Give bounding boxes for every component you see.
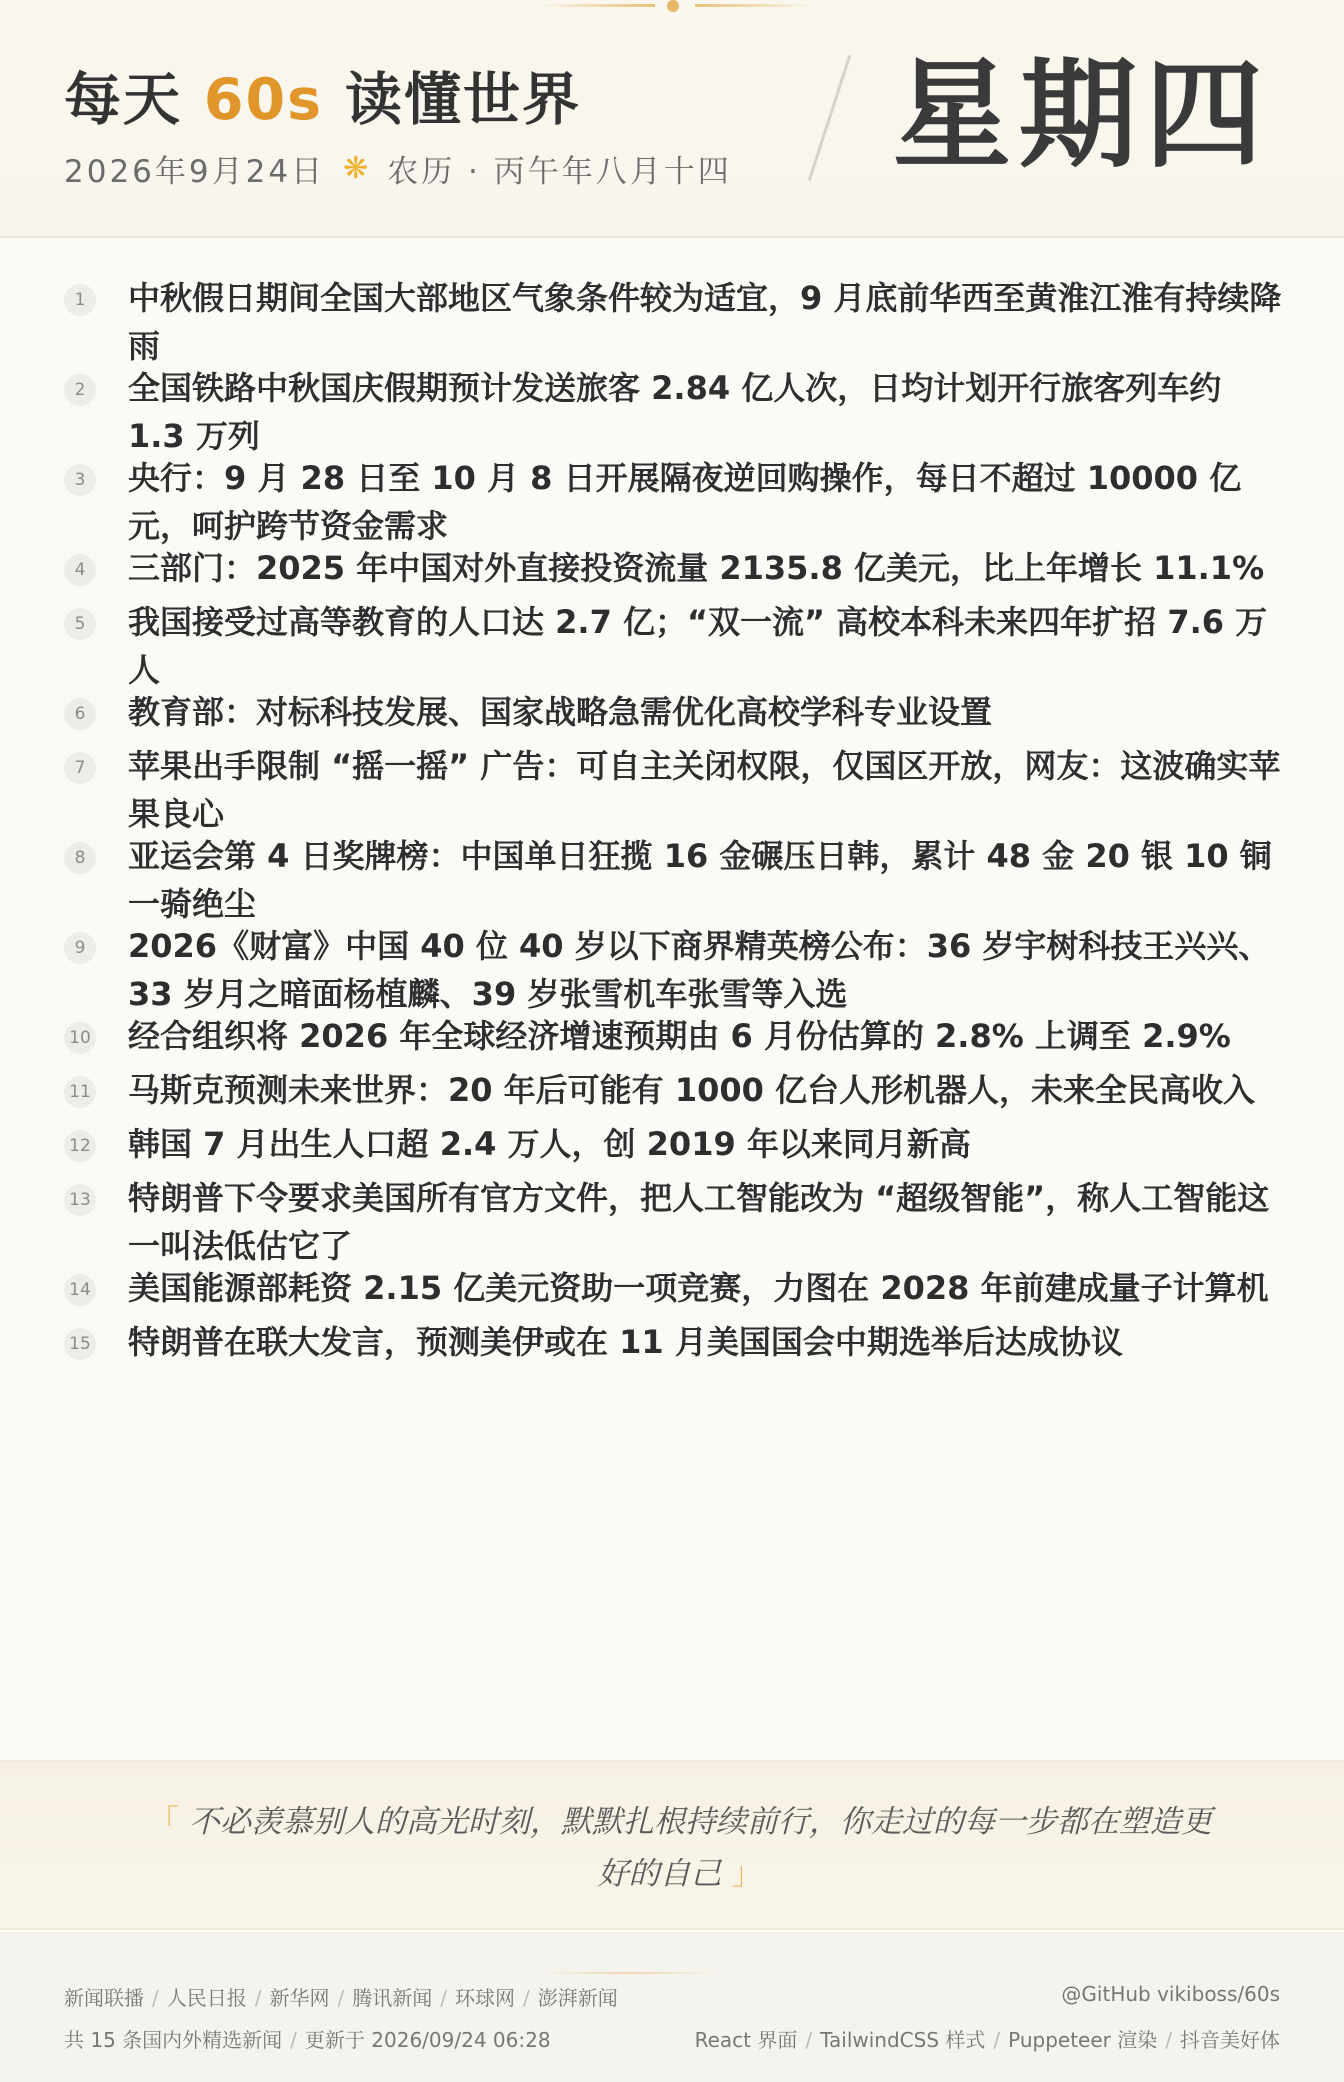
tech-label: React 界面 (694, 2028, 798, 2052)
tech-label: TailwindCSS 样式 (820, 2028, 986, 2052)
news-text: 特朗普下令要求美国所有官方文件，把人工智能改为 “超级智能”，称人工智能这一叫法低估它了 (128, 1179, 1270, 1265)
ornament-dot (667, 0, 679, 12)
news-text: 三部门：2025 年中国对外直接投资流量 2135.8 亿美元，比上年增长 11.1% (128, 549, 1265, 587)
quote-box (0, 1760, 1344, 1930)
separator: / (805, 2028, 813, 2052)
updated-time: 更新于 2026/09/24 06:28 (304, 2028, 551, 2052)
quote-text: 不必羡慕别人的高光时刻，默默扎根持续前行，你走过的每一步都在塑造更好的自己 (188, 1804, 1212, 1892)
tech-label: 抖音美好体 (1180, 2028, 1280, 2052)
news-text: 全国铁路中秋国庆假期预计发送旅客 2.84 亿人次，日均计划开行旅客列车约 1.3 万列 (128, 369, 1222, 455)
separator: / (440, 1986, 447, 2010)
news-number-badge: 14 (64, 1274, 96, 1306)
separator: / (993, 2028, 1001, 2052)
news-number-badge: 6 (64, 698, 96, 730)
separator: / (152, 1986, 159, 2010)
daily-quote (140, 1796, 1220, 1900)
source-link[interactable]: 环球网 (455, 1986, 515, 2010)
ornament-line-right (695, 4, 815, 7)
news-text: 中秋假日期间全国大部地区气象条件较为适宜，9 月底前华西至黄淮江淮有持续降雨 (128, 279, 1282, 365)
top-ornament (535, 0, 815, 14)
source-link[interactable]: 澎湃新闻 (537, 1986, 618, 2010)
separator: / (523, 1986, 530, 2010)
date-text: 2026年9月24日 (64, 154, 326, 190)
quote-open-mark: 「 (148, 1804, 180, 1840)
news-text: 美国能源部耗资 2.15 亿美元资助一项竞赛，力图在 2028 年前建成量子计算机 (128, 1269, 1269, 1307)
news-text: 2026《财富》中国 40 位 40 岁以下商界精英榜公布：36 岁宇树科技王兴兴、33 岁月之暗面杨植麟、39 岁张雪机车张雪等入选 (128, 927, 1271, 1013)
news-text: 韩国 7 月出生人口超 2.4 万人，创 2019 年以来同月新高 (128, 1125, 971, 1163)
tech-stack (695, 2024, 1280, 2053)
news-number-badge: 8 (64, 842, 96, 874)
news-number-badge: 4 (64, 554, 96, 586)
star-icon: ❋ (343, 151, 372, 186)
news-number-badge: 15 (64, 1328, 96, 1360)
news-number-badge: 1 (64, 284, 96, 316)
sources-list (64, 1982, 618, 2011)
news-text: 我国接受过高等教育的人口达 2.7 亿；“双一流” 高校本科未来四年扩招 7.6 万人 (128, 603, 1268, 689)
source-link[interactable]: 腾讯新闻 (352, 1986, 433, 2010)
news-number-badge: 2 (64, 374, 96, 406)
news-number-badge: 3 (64, 464, 96, 496)
quote-close-mark: 」 (731, 1856, 763, 1892)
news-number-badge: 11 (64, 1076, 96, 1108)
date-line (64, 146, 732, 191)
lunar-date: 农历 · 丙午年八月十四 (387, 154, 732, 190)
news-text: 苹果出手限制 “摇一摇” 广告：可自主关闭权限，仅国区开放，网友：这波确实苹果良心 (128, 747, 1281, 833)
title-prefix: 每天 (64, 67, 204, 133)
footer (0, 1932, 1344, 2082)
title-suffix: 读懂世界 (323, 67, 581, 133)
weekday-label: 星期四 (893, 46, 1272, 184)
footer-ornament-line (540, 1972, 720, 1974)
tech-label: Puppeteer 渲染 (1008, 2028, 1158, 2052)
news-number-badge: 7 (64, 752, 96, 784)
ornament-line-left (535, 4, 655, 7)
news-number-badge: 13 (64, 1184, 96, 1216)
source-link[interactable]: 新华网 (269, 1986, 330, 2010)
stats-line (64, 2024, 551, 2053)
news-text: 经合组织将 2026 年全球经济增速预期由 6 月份估算的 2.8% 上调至 2.9% (128, 1017, 1231, 1055)
source-link[interactable]: 人民日报 (166, 1986, 247, 2010)
separator: / (337, 1986, 345, 2010)
news-text: 特朗普在联大发言，预测美伊或在 11 月美国国会中期选举后达成协议 (128, 1323, 1123, 1361)
news-number-badge: 12 (64, 1130, 96, 1162)
title-accent: 60s (203, 67, 324, 133)
github-link[interactable]: @GitHub vikiboss/60s (1061, 1982, 1280, 2006)
news-text: 教育部：对标科技发展、国家战略急需优化高校学科专业设置 (128, 693, 993, 731)
separator: / (1165, 2028, 1172, 2052)
news-text: 央行：9 月 28 日至 10 月 8 日开展隔夜逆回购操作，每日不超过 10000 亿元，呵护跨节资金需求 (128, 459, 1242, 545)
news-count: 共 15 条国内外精选新闻 (64, 2028, 283, 2052)
news-text: 马斯克预测未来世界：20 年后可能有 1000 亿台人形机器人，未来全民高收入 (128, 1071, 1256, 1109)
page-title (64, 54, 581, 133)
news-number-badge: 9 (64, 932, 96, 964)
separator: / (290, 2028, 297, 2052)
divider-slash (808, 55, 852, 181)
news-number-badge: 10 (64, 1022, 96, 1054)
separator: / (254, 1986, 262, 2010)
header (0, 0, 1344, 238)
news-text: 亚运会第 4 日奖牌榜：中国单日狂揽 16 金碾压日韩，累计 48 金 20 银 10 铜一骑绝尘 (128, 837, 1272, 923)
source-link[interactable]: 新闻联播 (64, 1986, 144, 2010)
news-number-badge: 5 (64, 608, 96, 640)
